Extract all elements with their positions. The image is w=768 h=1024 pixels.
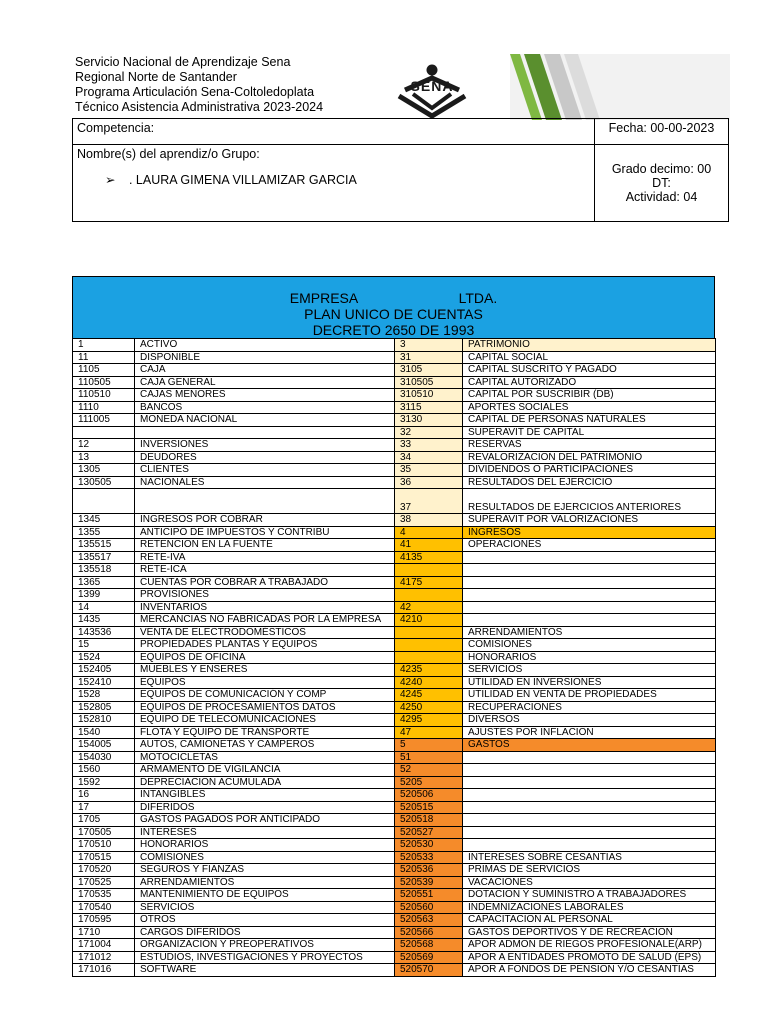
equity-name-cell (463, 564, 716, 577)
account-name-cell: MONEDA NACIONAL (135, 414, 395, 427)
equity-name-cell: HONORARIOS (463, 651, 716, 664)
account-code-cell: 15 (73, 639, 135, 652)
bullet-arrow-icon: ➢ (105, 173, 116, 187)
plan-unico-de-cuentas (72, 276, 715, 977)
table-row (73, 939, 716, 952)
table-row (73, 726, 716, 739)
account-code-cell: 143536 (73, 626, 135, 639)
sena-logo (385, 64, 480, 118)
plan-banner (72, 276, 715, 338)
table-row (73, 676, 716, 689)
account-code-cell: 152410 (73, 676, 135, 689)
account-code-cell: 170505 (73, 826, 135, 839)
equity-name-cell: INTERESES SOBRE CESANTIAS (463, 851, 716, 864)
account-name-cell: EQUIPOS (135, 676, 395, 689)
equity-name-cell: PRIMAS DE SERVICIOS (463, 864, 716, 877)
account-code-cell: 1705 (73, 814, 135, 827)
table-row (73, 801, 716, 814)
table-row (73, 439, 716, 452)
account-code-cell: 1305 (73, 464, 135, 477)
account-code-cell: 171004 (73, 939, 135, 952)
equity-name-cell: CAPITAL SOCIAL (463, 351, 716, 364)
account-name-cell: INTERESES (135, 826, 395, 839)
table-row (73, 864, 716, 877)
account-name-cell: MOTOCICLETAS (135, 751, 395, 764)
account-code-cell: 170515 (73, 851, 135, 864)
equity-code-cell: 4135 (395, 551, 463, 564)
equity-name-cell (463, 601, 716, 614)
account-code-cell: 170595 (73, 914, 135, 927)
equity-name-cell (463, 614, 716, 627)
equity-code-cell: 51 (395, 751, 463, 764)
equity-name-cell: VACACIONES (463, 876, 716, 889)
account-code-cell: 171012 (73, 951, 135, 964)
equity-name-cell: GASTOS DEPORTIVOS Y DE RECREACION (463, 926, 716, 939)
equity-name-cell: CAPITAL DE PERSONAS NATURALES (463, 414, 716, 427)
plan-title: PLAN UNICO DE CUENTAS (304, 306, 483, 322)
equity-code-cell: 520536 (395, 864, 463, 877)
account-name-cell: INTANGIBLES (135, 789, 395, 802)
equity-name-cell: AJUSTES POR INFLACION (463, 726, 716, 739)
equity-code-cell: 520530 (395, 839, 463, 852)
dt-text: DT: (652, 176, 671, 190)
header-line: Técnico Asistencia Administrativa 2023-2024 (75, 100, 324, 114)
equity-code-cell: 52 (395, 764, 463, 777)
equity-name-cell: GASTOS (463, 739, 716, 752)
account-name-cell: RETE-ICA (135, 564, 395, 577)
account-code-cell: 1345 (73, 514, 135, 527)
equity-code-cell: 520551 (395, 889, 463, 902)
equity-code-cell (395, 564, 463, 577)
equity-name-cell: OPERACIONES (463, 539, 716, 552)
table-row (73, 576, 716, 589)
account-code-cell: 170525 (73, 876, 135, 889)
equity-name-cell: PATRIMONIO (463, 339, 716, 352)
header-stripes-graphic (510, 54, 730, 120)
table-row (73, 826, 716, 839)
equity-name-cell (463, 751, 716, 764)
account-code-cell: 154030 (73, 751, 135, 764)
account-code-cell: 1435 (73, 614, 135, 627)
equity-code-cell: 32 (395, 426, 463, 439)
equity-name-cell: INDEMNIZACIONES LABORALES (463, 901, 716, 914)
equity-name-cell: CAPACITACION AL PERSONAL (463, 914, 716, 927)
equity-name-cell (463, 589, 716, 602)
equity-name-cell: APOR ADMON DE RIEGOS PROFESIONALE(ARP) (463, 939, 716, 952)
account-code-cell (73, 426, 135, 439)
account-code-cell: 135517 (73, 551, 135, 564)
equity-code-cell: 310505 (395, 376, 463, 389)
equity-name-cell: DOTACION Y SUMINISTRO A TRABAJADORES (463, 889, 716, 902)
equity-code-cell: 4240 (395, 676, 463, 689)
equity-code-cell: 38 (395, 514, 463, 527)
account-code-cell: 16 (73, 789, 135, 802)
equity-name-cell: CAPITAL AUTORIZADO (463, 376, 716, 389)
account-code-cell: 11 (73, 351, 135, 364)
account-code-cell: 1592 (73, 776, 135, 789)
account-code-cell: 1365 (73, 576, 135, 589)
table-row (73, 626, 716, 639)
account-code-cell: 170540 (73, 901, 135, 914)
account-name-cell: SOFTWARE (135, 964, 395, 977)
equity-name-cell: RESERVAS (463, 439, 716, 452)
account-name-cell: INGRESOS POR COBRAR (135, 514, 395, 527)
equity-code-cell: 35 (395, 464, 463, 477)
aprendiz-name: . LAURA GIMENA VILLAMIZAR GARCIA (128, 173, 357, 187)
account-name-cell: PROPIEDADES PLANTAS Y EQUIPOS (135, 639, 395, 652)
logo-lettering: SENA (410, 78, 454, 94)
competencia-label: Competencia: (77, 121, 155, 135)
account-code-cell: 1105 (73, 364, 135, 377)
table-row (73, 714, 716, 727)
equity-name-cell: INGRESOS (463, 526, 716, 539)
account-name-cell: SEGUROS Y FIANZAS (135, 864, 395, 877)
account-name-cell: FLOTA Y EQUIPO DE TRANSPORTE (135, 726, 395, 739)
account-name-cell: ANTICIPO DE IMPUESTOS Y CONTRIBU (135, 526, 395, 539)
account-name-cell: RETE-IVA (135, 551, 395, 564)
equity-code-cell: 4295 (395, 714, 463, 727)
grado-cell (595, 145, 729, 222)
table-row (73, 451, 716, 464)
table-row (73, 376, 716, 389)
accounts-table (72, 338, 716, 977)
equity-code-cell (395, 651, 463, 664)
table-row (73, 414, 716, 427)
account-code-cell: 135515 (73, 539, 135, 552)
table-row (73, 776, 716, 789)
table-row (73, 789, 716, 802)
equity-code-cell: 42 (395, 601, 463, 614)
equity-code-cell: 520568 (395, 939, 463, 952)
equity-code-cell: 37 (395, 489, 463, 514)
account-code-cell: 110505 (73, 376, 135, 389)
account-name-cell: BANCOS (135, 401, 395, 414)
table-row (73, 476, 716, 489)
equity-name-cell (463, 826, 716, 839)
table-row (73, 964, 716, 977)
account-name-cell: AUTOS, CAMIONETAS Y CAMPEROS (135, 739, 395, 752)
equity-code-cell: 4210 (395, 614, 463, 627)
account-name-cell: EQUIPO DE TELECOMUNICACIONES (135, 714, 395, 727)
account-name-cell: MANTENIMIENTO DE EQUIPOS (135, 889, 395, 902)
equity-name-cell (463, 551, 716, 564)
header-line: Servicio Nacional de Aprendizaje Sena (75, 55, 291, 69)
header-line: Programa Articulación Sena-Coltoledoplata (75, 85, 315, 99)
equity-name-cell: APOR A ENTIDADES PROMOTO DE SALUD (EPS) (463, 951, 716, 964)
account-name-cell (135, 426, 395, 439)
account-code-cell: 152405 (73, 664, 135, 677)
account-name-cell: VENTA DE ELECTRODOMÉSTICOS (135, 626, 395, 639)
equity-code-cell: 520533 (395, 851, 463, 864)
equity-name-cell: SERVICIOS (463, 664, 716, 677)
equity-code-cell: 3130 (395, 414, 463, 427)
equity-name-cell: UTILIDAD EN VENTA DE PROPIEDADES (463, 689, 716, 702)
equity-code-cell: 4175 (395, 576, 463, 589)
table-row (73, 489, 716, 514)
equity-code-cell (395, 626, 463, 639)
table-row (73, 514, 716, 527)
table-row (73, 851, 716, 864)
account-code-cell: 1399 (73, 589, 135, 602)
account-code-cell: 171016 (73, 964, 135, 977)
table-row (73, 901, 716, 914)
equity-code-cell: 4235 (395, 664, 463, 677)
equity-code-cell: 520506 (395, 789, 463, 802)
table-row (73, 551, 716, 564)
account-code-cell: 111005 (73, 414, 135, 427)
account-name-cell: ACTIVO (135, 339, 395, 352)
table-row (73, 339, 716, 352)
account-code-cell: 170510 (73, 839, 135, 852)
account-code-cell: 17 (73, 801, 135, 814)
equity-code-cell (395, 589, 463, 602)
equity-name-cell: ARRENDAMIENTOS (463, 626, 716, 639)
equity-code-cell: 520518 (395, 814, 463, 827)
equity-name-cell: SUPERAVIT DE CAPITAL (463, 426, 716, 439)
equity-code-cell: 31 (395, 351, 463, 364)
table-row (73, 364, 716, 377)
aprendiz-label: Nombre(s) del aprendiz/o Grupo: (77, 147, 260, 161)
table-row (73, 589, 716, 602)
table-row (73, 401, 716, 414)
equity-code-cell: 520570 (395, 964, 463, 977)
equity-name-cell (463, 576, 716, 589)
table-row (73, 814, 716, 827)
account-name-cell: EQUIPOS DE COMUNICACIÓN Y COMP (135, 689, 395, 702)
table-row (73, 764, 716, 777)
account-name-cell: HONORARIOS (135, 839, 395, 852)
equity-code-cell: 5205 (395, 776, 463, 789)
equity-code-cell: 4245 (395, 689, 463, 702)
equity-name-cell: RESULTADOS DE EJERCICIOS ANTERIORES (463, 489, 716, 514)
equity-name-cell: RESULTADOS DEL EJERCICIO (463, 476, 716, 489)
equity-name-cell: APORTES SOCIALES (463, 401, 716, 414)
account-name-cell: CUENTAS POR COBRAR A TRABAJADO (135, 576, 395, 589)
equity-name-cell (463, 764, 716, 777)
account-name-cell: DEUDORES (135, 451, 395, 464)
account-code-cell: 154005 (73, 739, 135, 752)
equity-name-cell (463, 789, 716, 802)
aprendiz-cell (73, 145, 595, 222)
account-code-cell: 1560 (73, 764, 135, 777)
equity-name-cell: DIVERSOS (463, 714, 716, 727)
account-code-cell: 1355 (73, 526, 135, 539)
account-code-cell: 1540 (73, 726, 135, 739)
account-name-cell: SERVICIOS (135, 901, 395, 914)
table-row (73, 651, 716, 664)
account-code-cell: 170535 (73, 889, 135, 902)
account-code-cell: 1524 (73, 651, 135, 664)
account-code-cell: 1 (73, 339, 135, 352)
table-row (73, 526, 716, 539)
account-name-cell: DIFERIDOS (135, 801, 395, 814)
equity-name-cell: RECUPERACIONES (463, 701, 716, 714)
table-row (73, 464, 716, 477)
equity-name-cell: UTILIDAD EN INVERSIONES (463, 676, 716, 689)
equity-name-cell: CAPITAL SUSCRITO Y PAGADO (463, 364, 716, 377)
account-name-cell: PROVISIONES (135, 589, 395, 602)
account-code-cell: 1110 (73, 401, 135, 414)
equity-code-cell: 520527 (395, 826, 463, 839)
table-row (73, 389, 716, 402)
table-row (73, 876, 716, 889)
account-name-cell: DEPRECIACION ACUMULADA (135, 776, 395, 789)
equity-code-cell: 47 (395, 726, 463, 739)
document-header (75, 55, 323, 115)
equity-name-cell: CAPITAL POR SUSCRIBIR (DB) (463, 389, 716, 402)
equity-code-cell: 310510 (395, 389, 463, 402)
equity-code-cell: 520569 (395, 951, 463, 964)
table-row (73, 689, 716, 702)
equity-code-cell: 520515 (395, 801, 463, 814)
equity-code-cell: 34 (395, 451, 463, 464)
account-name-cell: INVENTARIOS (135, 601, 395, 614)
competencia-cell (73, 119, 595, 145)
account-name-cell: OTROS (135, 914, 395, 927)
account-name-cell: CAJA GENERAL (135, 376, 395, 389)
equity-name-cell (463, 801, 716, 814)
decree-title: DECRETO 2650 DE 1993 (312, 322, 475, 338)
company-title: EMPRESA LTDA. (289, 290, 498, 306)
actividad-text: Actividad: 04 (625, 190, 698, 204)
account-code-cell: 152805 (73, 701, 135, 714)
equity-code-cell: 3105 (395, 364, 463, 377)
account-name-cell: ESTUDIOS, INVESTIGACIONES Y PROYECTOS (135, 951, 395, 964)
account-name-cell: ARMAMENTO DE VIGILANCIA (135, 764, 395, 777)
equity-name-cell (463, 776, 716, 789)
account-name-cell: ORGANIZACIÓN Y PREOPERATIVOS (135, 939, 395, 952)
info-table (72, 118, 729, 222)
equity-code-cell: 33 (395, 439, 463, 452)
account-name-cell: DISPONIBLE (135, 351, 395, 364)
account-name-cell: CARGOS DIFERIDOS (135, 926, 395, 939)
table-row (73, 951, 716, 964)
equity-code-cell: 41 (395, 539, 463, 552)
equity-code-cell: 5 (395, 739, 463, 752)
equity-code-cell: 3115 (395, 401, 463, 414)
equity-code-cell: 36 (395, 476, 463, 489)
account-code-cell: 170520 (73, 864, 135, 877)
account-code-cell: 1528 (73, 689, 135, 702)
equity-code-cell: 4250 (395, 701, 463, 714)
grado-text: Grado decimo: 00 (611, 162, 712, 176)
table-row (73, 614, 716, 627)
equity-name-cell: COMISIONES (463, 639, 716, 652)
equity-name-cell (463, 814, 716, 827)
equity-code-cell: 520566 (395, 926, 463, 939)
account-name-cell: MERCANCIAS NO FABRICADAS POR LA EMPRESA (135, 614, 395, 627)
equity-name-cell: REVALORIZACION DEL PATRIMONIO (463, 451, 716, 464)
fecha-cell (595, 119, 729, 145)
fecha-text: Fecha: 00-00-2023 (608, 121, 715, 135)
table-row (73, 539, 716, 552)
table-row (73, 564, 716, 577)
account-name-cell: MUEBLES Y ENSERES (135, 664, 395, 677)
aprendiz-entry (77, 172, 590, 187)
account-name-cell: CAJA (135, 364, 395, 377)
table-row (73, 889, 716, 902)
table-row (73, 914, 716, 927)
account-name-cell: EQUIPOS DE PROCESAMIENTOS DATOS (135, 701, 395, 714)
account-name-cell: ARRENDAMIENTOS (135, 876, 395, 889)
account-name-cell: CAJAS MENORES (135, 389, 395, 402)
account-code-cell: 135518 (73, 564, 135, 577)
account-code-cell: 13 (73, 451, 135, 464)
account-code-cell: 130505 (73, 476, 135, 489)
account-code-cell: 152810 (73, 714, 135, 727)
equity-code-cell: 520539 (395, 876, 463, 889)
account-name-cell: GASTOS PAGADOS POR ANTICIPADO (135, 814, 395, 827)
table-row (73, 664, 716, 677)
account-code-cell (73, 489, 135, 514)
account-code-cell: 110510 (73, 389, 135, 402)
equity-name-cell (463, 839, 716, 852)
account-name-cell: RETENCION EN LA FUENTE (135, 539, 395, 552)
account-name-cell: NACIONALES (135, 476, 395, 489)
account-code-cell: 14 (73, 601, 135, 614)
table-row (73, 639, 716, 652)
table-row (73, 351, 716, 364)
table-row (73, 426, 716, 439)
table-row (73, 926, 716, 939)
header-line: Regional Norte de Santander (75, 70, 237, 84)
account-name-cell: INVERSIONES (135, 439, 395, 452)
account-name-cell: EQUIPOS DE OFICINA (135, 651, 395, 664)
table-row (73, 701, 716, 714)
equity-name-cell: APOR A FONDOS DE PENSION Y/O CESANTIAS (463, 964, 716, 977)
equity-code-cell: 520563 (395, 914, 463, 927)
account-code-cell: 12 (73, 439, 135, 452)
account-name-cell (135, 489, 395, 514)
account-name-cell: COMISIONES (135, 851, 395, 864)
equity-code-cell (395, 639, 463, 652)
equity-code-cell: 3 (395, 339, 463, 352)
table-row (73, 601, 716, 614)
account-code-cell: 1710 (73, 926, 135, 939)
equity-name-cell: DIVIDENDOS O PARTICIPACIONES (463, 464, 716, 477)
account-name-cell: CLIENTES (135, 464, 395, 477)
table-row (73, 839, 716, 852)
table-row (73, 739, 716, 752)
equity-code-cell: 520560 (395, 901, 463, 914)
table-row (73, 751, 716, 764)
equity-code-cell: 4 (395, 526, 463, 539)
equity-name-cell: SUPERAVIT POR VALORIZACIONES (463, 514, 716, 527)
